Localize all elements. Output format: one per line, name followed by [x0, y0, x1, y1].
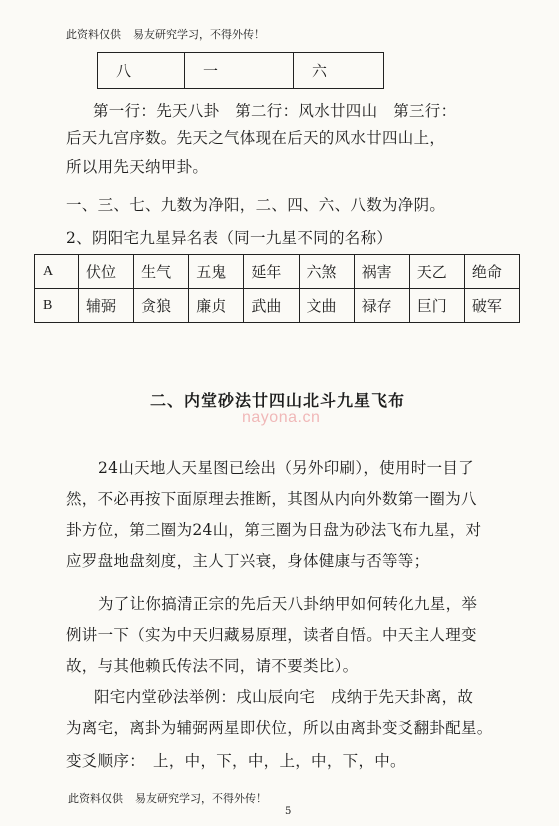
footer-note-right: 易友研究学习，不得外传！	[135, 792, 267, 805]
paragraph-line: 一、三、七、九数为净阳，二、四、六、八数为净阴。	[66, 196, 446, 214]
paragraph-line: 例讲一下（实为中天归藏易原理，读者自悟。中天主人理变	[66, 626, 477, 644]
table-cell: 巨门	[409, 289, 464, 323]
header-note-right: 易友研究学习，不得外传！	[133, 28, 265, 41]
table-row	[98, 53, 384, 89]
table-cell: 文曲	[299, 289, 354, 323]
table-cell: 破军	[464, 289, 519, 323]
nine-star-names-table	[34, 254, 520, 323]
paragraph-line: 后天九宫序数。先天之气体现在后天的风水廿四山上，	[66, 129, 446, 147]
page-number: 5	[285, 806, 292, 817]
table-cell: 禄存	[354, 289, 409, 323]
table-cell: 天乙	[409, 255, 464, 289]
row-key: A	[35, 255, 79, 289]
table-cell: 廉贞	[189, 289, 244, 323]
paragraph-line: 卦方位，第二圈为24山，第三圈为日盘为砂法飞布九星，对	[66, 521, 482, 539]
paragraph-line: 24山天地人天星图已绘出（另外印刷），使用时一目了	[98, 459, 474, 477]
table-cell: 生气	[134, 255, 189, 289]
paragraph-heading: 2、阴阳宅九星异名表（同一九星不同的名称）	[66, 229, 393, 247]
trigram-table	[97, 52, 384, 89]
table-cell: 贪狼	[134, 289, 189, 323]
table-row	[35, 289, 520, 323]
paragraph-line: 第一行：先天八卦 第二行：风水廿四山 第三行：	[93, 102, 457, 120]
table-cell: 绝命	[464, 255, 519, 289]
header-note-left: 此资料仅供	[66, 28, 121, 41]
paragraph-line: 为离宅，离卦为辅弼两星即伏位，所以由离卦变爻翻卦配星。	[66, 719, 493, 737]
table-cell: 祸害	[354, 255, 409, 289]
paragraph-line: 变爻顺序： 上，中，下，中，上，中，下，中。	[66, 752, 406, 770]
table-cell: 五鬼	[189, 255, 244, 289]
paragraph-line: 故，与其他赖氏传法不同，请不要类比）。	[66, 657, 359, 675]
table-cell: 延年	[244, 255, 299, 289]
row-key: B	[35, 289, 79, 323]
table-cell: 辅弼	[79, 289, 134, 323]
paragraph-line: 所以用先天纳甲卦。	[66, 158, 209, 176]
table-cell: 伏位	[79, 255, 134, 289]
paragraph-line: 应罗盘地盘刻度，主人丁兴衰，身体健康与否等等；	[66, 552, 430, 570]
paragraph-line: 为了让你搞清正宗的先后天八卦纳甲如何转化九星，举	[98, 595, 478, 613]
table-cell: 八	[98, 53, 185, 89]
watermark-text: nayona.cn	[242, 409, 321, 426]
paragraph-line: 阳宅内堂砂法举例：戌山辰向宅 戌纳于先天卦离，故	[94, 688, 474, 706]
table-cell: 六煞	[299, 255, 354, 289]
paragraph-line: 然，不必再按下面原理去推断，其图从内向外数第一圈为八	[66, 490, 477, 508]
table-cell: 六	[294, 53, 384, 89]
section-title: 二、内堂砂法廿四山北斗九星飞布	[150, 391, 406, 410]
table-row	[35, 255, 520, 289]
table-cell: 一	[185, 53, 294, 89]
footer-note-left: 此资料仅供	[68, 792, 123, 805]
table-cell: 武曲	[244, 289, 299, 323]
